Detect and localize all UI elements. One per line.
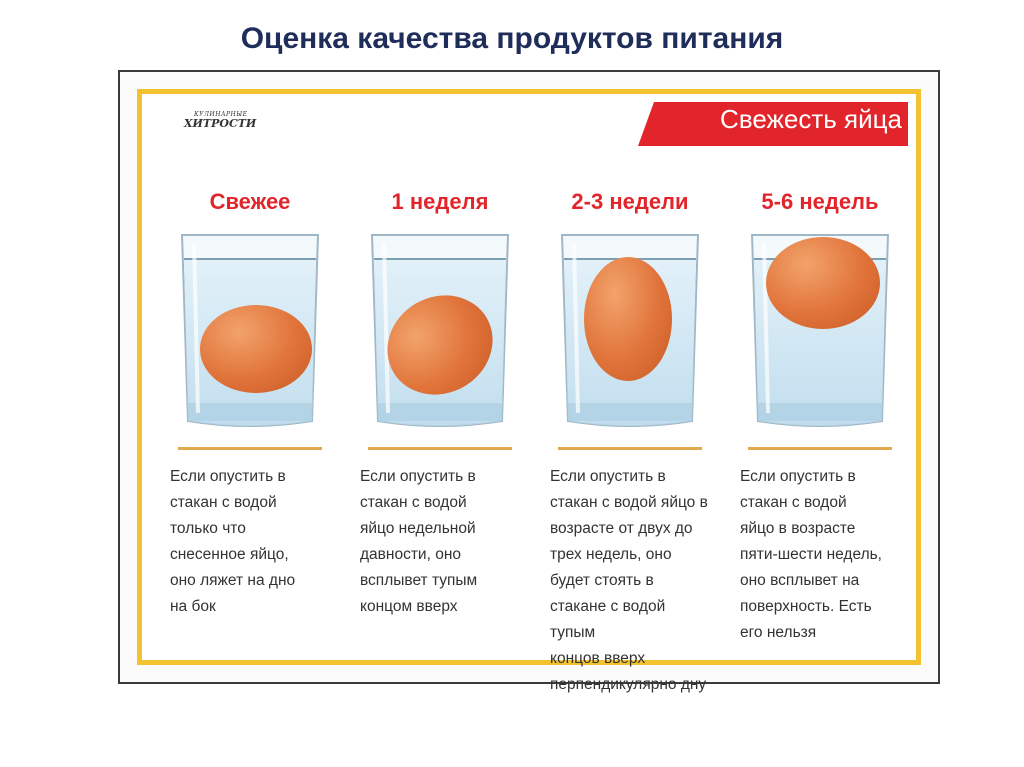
divider (178, 447, 322, 450)
column-one-week (360, 189, 520, 620)
column-title: 2-3 недели (571, 189, 689, 214)
egg-icon (766, 237, 880, 329)
divider (748, 447, 892, 450)
divider (558, 447, 702, 450)
column-description: Если опустить в стакан с водой яйцо в возрасте пяти-шести недель, оно всплывет на поверхность. Есть его нельзя (740, 468, 882, 641)
column-title: 1 неделя (391, 189, 489, 214)
column-description: Если опустить в стакан с водой только что снесенное яйцо, оно ляжет на дно на бок (170, 468, 296, 615)
page-title: Оценка качества продуктов питания (240, 22, 784, 55)
poster-inner (137, 89, 921, 693)
column-title: Свежее (209, 189, 291, 214)
column-description: Если опустить в стакан с водой яйцо недельной давности, оно всплывет тупым концом вверх (360, 468, 478, 615)
column-description: Если опустить в стакан с водой яйцо в возрасте от двух до трех недель, оно будет стоять в стакане с водой тупым концов вверх перпендикулярно дну (550, 468, 708, 693)
column-five-six-weeks (740, 189, 900, 646)
egg-icon (200, 305, 312, 393)
banner-title: Свежесть яйца (720, 104, 902, 134)
logo-big-text: ХИТРОСТИ (184, 117, 257, 130)
glass (748, 233, 892, 429)
poster-frame (118, 70, 940, 693)
divider (368, 447, 512, 450)
column-two-three-weeks (550, 189, 710, 698)
glass (178, 233, 322, 429)
egg-icon (584, 257, 672, 381)
column-fresh (170, 189, 330, 620)
logo-small-text: КУЛИНАРНЫЕ (194, 111, 248, 118)
glass (558, 233, 702, 429)
column-title: 5-6 недель (761, 189, 879, 214)
logo (184, 112, 256, 129)
glass (368, 233, 512, 429)
